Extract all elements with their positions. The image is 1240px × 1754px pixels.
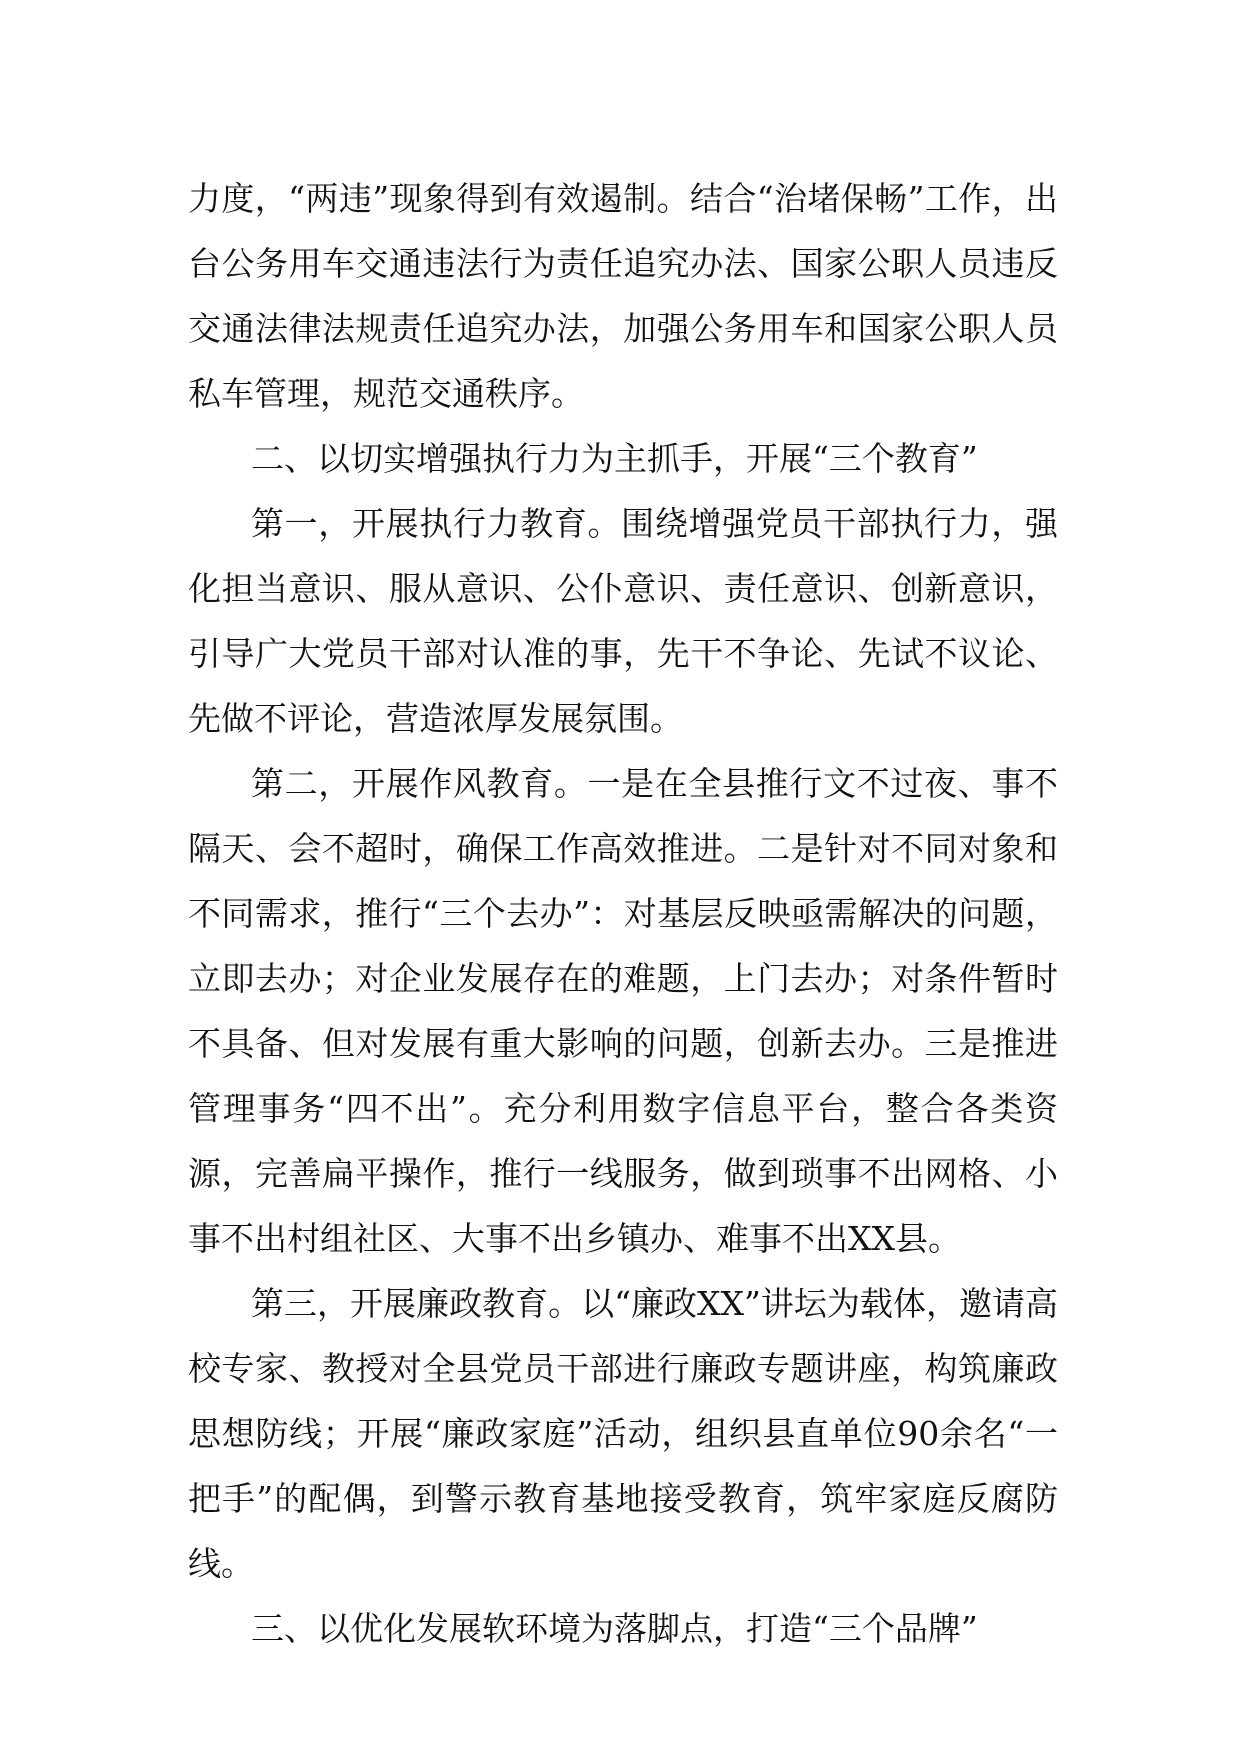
section-heading-three: 三、以优化发展软环境为落脚点，打造“三个品牌” xyxy=(251,1609,978,1648)
document-body xyxy=(188,166,1058,1661)
section-heading-two: 二、以切实增强执行力为主抓手，开展“三个教育” xyxy=(251,439,978,478)
paragraph-integrity-education: 第三，开展廉政教育。以“廉政XX”讲坛为载体，邀请高校专家、教授对全县党员干部进行廉政专题讲座，构筑廉政思想防线；开展“廉政家庭”活动，组织县直单位90余名“一把手”的配偶，到警示教育基地接受教育，筑牢家庭反腐防线。 xyxy=(188,1284,1058,1583)
paragraph-execution-education: 第一，开展执行力教育。围绕增强党员干部执行力，强化担当意识、服从意识、公仆意识、责任意识、创新意识，引导广大党员干部对认准的事，先干不争论、先试不议论、先做不评论，营造浓厚发展氛围。 xyxy=(188,504,1058,738)
paragraph-style-education: 第二，开展作风教育。一是在全县推行文不过夜、事不隔天、会不超时，确保工作高效推进。二是针对不同对象和不同需求，推行“三个去办”：对基层反映亟需解决的问题，立即去办；对企业发展存在的难题，上门去办；对条件暂时不具备、但对发展有重大影响的问题，创新去办。三是推进管理事务“四不出”。充分利用数字信息平台，整合各类资源，完善扁平操作，推行一线服务，做到琐事不出网格、小事不出村组社区、大事不出乡镇办、难事不出XX县。 xyxy=(188,764,1058,1258)
paragraph-traffic-control: 力度，“两违”现象得到有效遏制。结合“治堵保畅”工作，出台公务用车交通违法行为责任追究办法、国家公职人员违反交通法律法规责任追究办法，加强公务用车和国家公职人员私车管理，规范交通秩序。 xyxy=(188,179,1058,413)
